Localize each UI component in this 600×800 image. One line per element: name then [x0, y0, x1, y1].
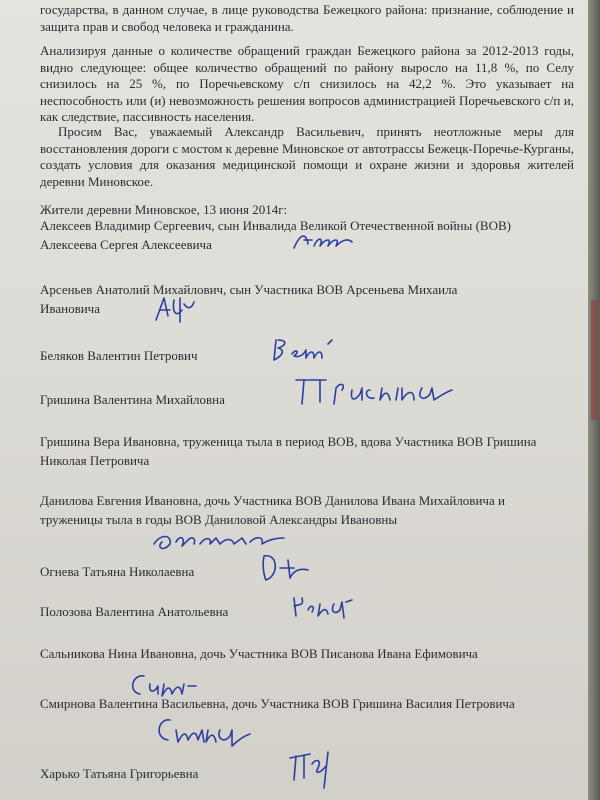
signatory-entry-5: Гришина Вера Ивановна, труженица тыла в период ВОВ, вдова Участника ВОВ Гришина Николая Петровича	[40, 434, 537, 468]
signatory-entry-10: Смирнова Валентина Васильевна, дочь Участника ВОВ Гришина Василия Петровича	[40, 696, 515, 711]
handwritten-signature-3	[268, 336, 348, 366]
handwritten-signature-1	[290, 226, 370, 256]
signatory-entry-4: Гришина Валентина Михайловна	[40, 392, 225, 407]
handwritten-signature-7	[256, 548, 326, 584]
signatory-entry-1: Алексеев Владимир Сергеевич, сын Инвалида Великой Отечественной войны (ВОВ) Алексеева Сергея Алексеевича	[40, 218, 511, 252]
handwritten-signature-2	[150, 292, 200, 326]
signatory-entry-9: Сальникова Нина Ивановна, дочь Участника ВОВ Писанова Ивана Ефимовича	[40, 646, 478, 661]
signatory-entry-8: Полозова Валентина Анатольевна	[40, 604, 229, 619]
paragraph-rights: государства, в данном случае, в лице руководства Бежецкого района: признание, соблюдение и защита прав и свобод человека и гражданина.	[40, 2, 574, 34]
paragraph-statistics: Анализируя данные о количестве обращений граждан Бежецкого района за 2012-2013 годы, видно следующее: общее количество обращений по району выросло на 11,8 %, по Селу снизилось на 25 %, по Поречьевскому с/п снизилось на 42,2 %. Это указывает на неспособность или (и) невозможность решения вопросов администрацией Поречьевского с/п и, как следствие, пассивность населения.	[40, 43, 574, 124]
handwritten-signature-8	[288, 590, 358, 622]
background-object-edge	[591, 300, 598, 420]
signatory-entry-6: Данилова Евгения Ивановна, дочь Участника ВОВ Данилова Ивана Михайловича и труженицы тыла в годы ВОВ Даниловой Александры Ивановны	[40, 493, 505, 527]
signatory-entry-11: Харько Татьяна Григорьевна	[40, 766, 199, 781]
handwritten-signature-4	[290, 374, 460, 410]
handwritten-signature-10	[150, 710, 260, 752]
signatory-entry-2: Арсеньев Анатолий Михайлович, сын Участника ВОВ Арсеньева Михаила Ивановича	[40, 282, 458, 316]
residents-heading: Жители деревни Миновское, 13 июня 2014г:	[40, 202, 288, 217]
handwritten-signature-11	[282, 744, 342, 794]
signatory-entry-3: Беляков Валентин Петрович	[40, 348, 198, 363]
signatory-entry-7: Огнева Татьяна Николаевна	[40, 564, 195, 579]
paragraph-request: Просим Вас, уважаемый Александр Васильевич, принять неотложные меры для восстановления дороги с мостом к деревне Миновское от автотрассы Бежецк-Поречье-Курганы, создать условия для оказания медицинской помощи и охране жизни и здоровья жителей деревни Миновское.	[40, 124, 574, 189]
